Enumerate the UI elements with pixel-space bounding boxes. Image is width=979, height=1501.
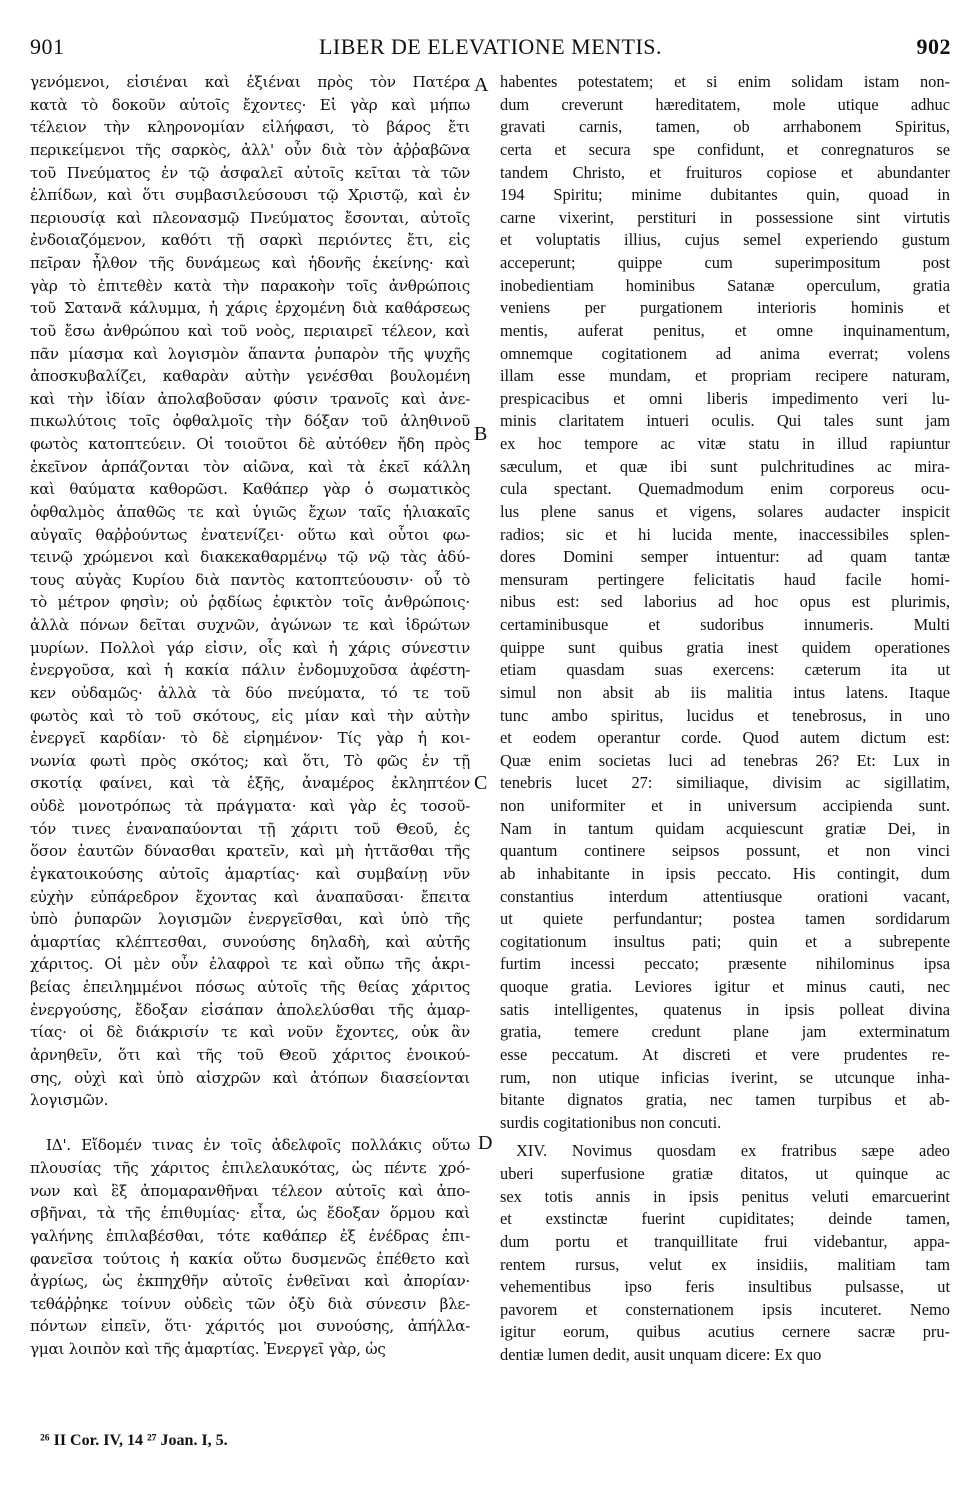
- text-line: inobedientiam hominibus Satanæ operculum, gratia: [500, 275, 950, 295]
- greek-text-column: [30, 71, 470, 1361]
- text-line: τέλειον τὴν κληρονομίαν εἰλήφασι, τὸ βάρος ἔτι: [30, 118, 470, 137]
- text-line: mentis, auferat penitus, et omne inquinamentum,: [500, 320, 950, 340]
- text-line: ΙΔ'. Εἴδομέν τινας ἐν τοῖς ἀδελφοῖς πολλάκις οὕτω: [46, 1136, 470, 1155]
- text-line: igitur eorum, quibus acutius cernere sacræ pru-: [500, 1322, 950, 1342]
- text-line: surdis cogitationibus non concuti.: [500, 1112, 722, 1132]
- text-line: νωνία φωτὶ πρὸς σκότος; καὶ ὅτι, Τὸ φῶς ἐν τῇ: [30, 751, 470, 770]
- text-line: quantum continere seipsos possunt, et non vinci: [500, 841, 950, 861]
- footnotes: ²⁶ II Cor. IV, 14 ²⁷ Joan. I, 5.: [40, 1432, 228, 1449]
- text-line: εὐχὴν εὐπάρεδρον ἔχοντας καὶ ἀναπαῦσαι· ἔπειτα: [30, 887, 470, 906]
- text-line: ἐνεργεῖ καρδίαν· τὸ δὲ εἰρημένον· Τίς γὰρ ἡ κοι-: [30, 729, 470, 748]
- paragraph-gap: [30, 1112, 470, 1135]
- text-line: et voluptatis illius, cujus semel experiendo gustum: [500, 230, 950, 250]
- text-line: Quæ enim societas luci ad tenebras 26? Et: Lux in: [500, 750, 950, 770]
- text-line: σης, οὐχὶ καὶ ὑπὸ αἰσχρῶν καὶ ἀτόπων διασείονται: [30, 1068, 470, 1087]
- text-line: cogitationum insultus pati; quin et a subrepente: [500, 931, 950, 951]
- text-line: veniens per purgationem interioris hominis et: [500, 298, 950, 318]
- text-line: καὶ θαύματα καθορῶσι. Καθάπερ γὰρ ὁ σωματικὸς: [30, 480, 470, 499]
- text-line: nibus est: sed laborius ad hoc opus est plurimis,: [500, 592, 950, 612]
- text-line: minis claritatem intueri oculis. Qui tales sunt jam: [500, 411, 950, 431]
- text-line: ἐνεργούσης, ἔδοξαν εἰσάπαν ἀπολελύσθαι τῆς ἁμαρ-: [30, 1000, 470, 1019]
- text-line: ἐνδοιαζόμενον, καθότι τῇ σαρκὶ περιόντες ἔτι, εἰς: [30, 231, 470, 250]
- text-line: ut quiete perfundantur; postea tamen sordidarum: [500, 909, 950, 929]
- text-line: γὰρ τὸ ἐπιτεθὲν κατὰ τὴν παρακοὴν τοῖς ἀνθρώποις: [30, 276, 470, 295]
- text-line: κατὰ τὸ δοκοῦν αὐτοῖς ἔχοντες· Εἰ γὰρ καὶ μήπω: [30, 95, 470, 114]
- text-line: βείας ἐπειλημμένοι πόσως αὐτοῖς τῆς θείας χάριτος: [30, 978, 470, 996]
- text-line: cula spectant. Quemadmodum enim corporeus ocu-: [500, 479, 950, 499]
- text-line: constantius interdum attentiusque orationi vacant,: [500, 886, 950, 906]
- text-line: sæculum, et quæ ibi sunt pulchritudines ac mira-: [500, 456, 950, 476]
- text-line: ἐγκατοικούσης αὐτοῖς ἁμαρτίας· καὶ συμβαίνῃ νῦν: [30, 864, 470, 883]
- text-line: τοῦ ἔσω ἀνθρώπου καὶ τοῦ νοὸς, περιαιρεῖ τέλεον, καὶ: [30, 321, 470, 340]
- running-title: LIBER DE ELEVATIONE MENTIS.: [318, 34, 663, 59]
- text-line: φανεῖσα τούτοις ἡ κακία οὕτω δυσμενῶς ἐπέθετο καὶ: [30, 1249, 470, 1268]
- text-line: acceperunt; quippe cum superimpositum post: [500, 253, 950, 272]
- text-line: αὐγαῖς θαῤῥούντως ἐνατενίζει· οὕτω καὶ οὗτοι φω-: [30, 525, 470, 544]
- text-line: μυρίων. Πολλοὶ γάρ εἰσιν, οἷς καὶ ἡ χάρις σύνεστιν: [30, 638, 470, 657]
- text-line: certa et secura spe confidunt, et conregnaturos se: [500, 139, 950, 159]
- text-line: gravati carnis, tamen, ob arrhabonem Spiritus,: [500, 117, 950, 137]
- text-line: bitante dignatos gratia, nec tamen turpibus et ab-: [500, 1090, 950, 1110]
- text-line: etiam quasdam suas exercens: cæterum ita ut: [500, 660, 950, 680]
- text-line: τοῦ Σατανᾶ κάλυμμα, ἡ χάρις ἐρχομένη διὰ καθάρσεως: [30, 299, 470, 318]
- page-number-left: 901: [30, 34, 65, 59]
- text-line: κεν οὐδαμῶς· ἀλλὰ τὰ δύο πνεύματα, τό τε τοῦ: [30, 683, 470, 702]
- text-line: illam esse mundam, et propriam recipere naturam,: [500, 366, 950, 386]
- text-line: οὐδὲ μονοτρόπως τὰ πράγματα· καὶ γὰρ ἐς τοσοῦ-: [30, 797, 470, 815]
- text-line: καὶ τὴν ἰδίαν ἀπολαβοῦσαν φύσιν τρανοῖς καὶ ἀνε-: [30, 389, 470, 408]
- text-line: lus plene sanus et vigens, solares audacter inspicit: [500, 501, 950, 521]
- text-line: esse peccatum. At discreti et vere prudentes re-: [500, 1044, 950, 1064]
- text-line: νων καὶ ἓξ ἀπομαρανθῆναι τέλεον αὐτοῖς καὶ ἀπο-: [30, 1181, 470, 1200]
- text-line: τεινῷ χρώμενοι καὶ διακεκαθαρμένῳ τῷ νῷ τὰς ἀδύ-: [30, 548, 470, 567]
- text-line: φωτὸς κατοπτεύειν. Οἱ τοιοῦτοι δὲ αὐτόθεν ἤδη πρὸς: [30, 435, 470, 453]
- text-line: rentem rursus, velut ex insidiis, malitiam tam: [500, 1254, 950, 1274]
- text-line: tandem Christo, et fruituros copiose et abundanter: [500, 162, 950, 182]
- text-line: ὅσον ἑαυτῶν δύνασθαι κρατεῖν, καὶ μὴ ἡττᾶσθαι τῆς: [30, 842, 470, 861]
- text-line: γμαι λοιπὸν καὶ τῆς ἁμαρτίας. Ἐνεργεῖ γὰρ, ὡς: [30, 1340, 386, 1358]
- text-line: πᾶν μίασμα καὶ λογισμὸν ἅπαντα ῥυπαρὸν τῆς ψυχῆς: [30, 344, 470, 363]
- text-line: XIV. Novimus quosdam ex fratribus sæpe adeo: [516, 1141, 950, 1161]
- text-line: et exstinctæ fuerint cupiditates; deinde tamen,: [500, 1209, 950, 1229]
- latin-text-column: [500, 71, 950, 1367]
- text-line: uberi superfusione gratiæ ditatos, ut quinque ac: [500, 1164, 950, 1183]
- text-line: mensuram pertingere felicitatis haud facile homi-: [500, 569, 950, 589]
- text-line: simul non absit ab iis malitia intus latens. Itaque: [500, 682, 950, 702]
- text-line: ἐνεργοῦσα, καὶ ἡ κακία πάλιν ἐνδομυχοῦσα ἀφέστη-: [30, 661, 470, 680]
- text-line: ἐλπίδων, καὶ ὅτι συμβασιλεύσουσι τῷ Χριστῷ, καὶ ἐν: [30, 186, 470, 205]
- text-line: τους αὐγὰς Κυρίου διὰ παντὸς κατοπτεύουσιν· οὗ τὸ: [30, 570, 470, 589]
- text-line: πλουσίας τῆς χάριτος ἐπιλελαυκότας, ὡς πέντε χρό-: [30, 1159, 470, 1177]
- text-line: rum, non utique inficias iverint, se utcunque inha-: [500, 1067, 950, 1087]
- text-line: σκοτίᾳ φαίνει, καὶ τὰ ἑξῆς, ἀναμέρος ἐκληπτέον: [30, 774, 470, 793]
- text-line: furtim incessi peccato; præsente nihilominus ipsa: [500, 954, 950, 974]
- text-line: pavorem et consternationem ipsis incuteret. Nemo: [500, 1299, 950, 1319]
- text-line: τεθάῤῥηκε τοίνυν οὐδεὶς τῶν ὀξὺ διὰ σύνεσιν βλε-: [30, 1294, 470, 1313]
- text-line: ἐκεῖνον ἁρπάζονται τὸν αἰῶνα, καὶ τὰ ἐκεῖ κάλλη: [30, 457, 470, 476]
- text-line: γενόμενοι, εἰσιέναι καὶ ἐξιέναι πρὸς τὸν Πατέρα: [30, 73, 470, 91]
- text-line: radios; sic et hi lucida mente, inaccessibiles splen-: [500, 524, 950, 544]
- text-line: ἀποσκυβαλίζει, καθαρὰν αὐτὴν γενέσθαι βουλομένη: [30, 367, 470, 386]
- text-line: dum portu et tranquillitate frui videbantur, appa-: [500, 1231, 950, 1251]
- text-line: πεῖραν ἦλθον τῆς δυνάμεως καὶ ἡδονῆς ἐκείνης· καὶ: [30, 254, 470, 272]
- text-line: tunc ambo spiritus, lucidus et tenebrosus, in uno: [500, 705, 950, 725]
- text-line: ab inhabitante in ipsis peccato. His contingit, dum: [500, 863, 950, 883]
- margin-marker-b: B: [474, 423, 488, 445]
- page-number-right: 902: [916, 34, 951, 59]
- text-line: φωτὸς καὶ τὸ τοῦ σκότους, εἰς μίαν καὶ τὴν αὐτὴν: [30, 706, 470, 725]
- text-line: λογισμῶν.: [30, 1091, 109, 1110]
- text-line: quoque gratia. Leviores igitur et minus cauti, nec: [500, 977, 950, 996]
- text-line: ἀρνηθεῖν, ὅτι καὶ τῆς τοῦ Θεοῦ χάριτος ἐνοικού-: [30, 1045, 470, 1064]
- text-line: τίας· οἱ δὲ διάκρισίν τε καὶ νοῦν ἔχοντες, οὐκ ἂν: [30, 1023, 470, 1042]
- margin-marker-c: C: [474, 772, 488, 794]
- text-line: carne vixerint, perstituri in possessione sint virtutis: [500, 207, 950, 227]
- text-line: dum creverunt hæreditatem, mole utique adhuc: [500, 94, 950, 114]
- text-line: περιουσίᾳ καὶ πλεονασμῷ Πνεύματος ἔσονται, αὐτοῖς: [30, 208, 470, 227]
- text-line: quippe sunt quibus gratia inest quidem operationes: [500, 637, 950, 657]
- margin-marker-a: A: [474, 74, 489, 96]
- text-line: prespicacibus et omni liberis impedimento veri lu-: [500, 388, 950, 408]
- text-line: περικείμενοι τῆς σαρκὸς, ἀλλ' οὖν διὰ τὸν ἀῤῥαβῶνα: [30, 140, 470, 159]
- text-line: habentes potestatem; et si enim solidam istam non-: [500, 72, 950, 91]
- text-line: tenebris lucet 27: similiaque, divisim ac sigillatim,: [500, 773, 950, 793]
- text-line: certaminibusque et sudoribus innumeris. Multi: [500, 615, 950, 634]
- text-line: ἁμαρτίας κλέπτεσθαι, συνούσης δηλαδὴ, καὶ αὐτῆς: [30, 932, 470, 951]
- text-line: 194 Spiritu; minime dubitantes quin, quoad in: [500, 185, 950, 205]
- text-line: τὸ μέτρον φησὶν; οὐ ῥᾳδίως ἐφικτὸν τοῖς ἀνθρώποις·: [30, 593, 470, 612]
- margin-marker-d: D: [478, 1132, 493, 1154]
- text-line: τοῦ Πνεύματος ἐν τῷ ἀσφαλεῖ αὐτοῖς κεῖται τὰ τῶν: [30, 163, 470, 182]
- text-line: dentiæ lumen dedit, ausit unquam dicere: Ex quo: [500, 1345, 822, 1364]
- text-line: ἀλλὰ πόνων δεῖται συχνῶν, ἀγώνων τε καὶ ἱδρώτων: [30, 616, 470, 634]
- text-line: dores Domini semper intuentur: ad quam tantæ: [500, 547, 950, 567]
- text-line: ὀφθαλμὸς ἀπαθῶς τε καὶ ὑγιῶς ἔχων ταῖς ἡλιακαῖς: [30, 502, 470, 521]
- text-line: τόν τινες ἐναναπαύονται τῇ χάριτι τοῦ Θεοῦ, ἐς: [30, 819, 470, 838]
- text-line: Nam in tantum quidam acquiescunt gratiæ Dei, in: [500, 818, 950, 838]
- text-line: gratia, temere credunt plane jam exterminatum: [500, 1022, 950, 1042]
- text-line: πικωλύτοις τοῖς ὀφθαλμοῖς τὴν δόξαν τοῦ ἀληθινοῦ: [30, 412, 470, 431]
- text-line: ὑπὸ ῥυπαρῶν λογισμῶν ἐνεργεῖσθαι, καὶ ὑπὸ τῆς: [30, 910, 470, 929]
- text-line: ἀγρίως, ὡς ἐκπηχθῆν αὐτοῖς ἐνθεῖναι καὶ ἀπορίαν·: [30, 1272, 470, 1291]
- text-line: χάριτος. Οἱ μὲν οὖν ἐλαφροὶ τε καὶ οὔπω τῆς ἀκρι-: [30, 955, 470, 974]
- text-line: sex totis annis in ipsis penitus veluti emarcuerint: [500, 1186, 950, 1206]
- text-line: et eodem operantur corde. Quod autem dictum est:: [500, 728, 950, 748]
- text-line: πόντων εἰπεῖν, ὅτι· χάριτός μοι συνούσης, ἀπήλλα-: [30, 1317, 470, 1336]
- text-line: vehementibus ipso feris insultibus pulsasse, ut: [500, 1277, 950, 1297]
- text-line: ex hoc tempore ac vitæ statu in illud rapiuntur: [500, 434, 950, 453]
- running-header: [30, 34, 951, 64]
- text-line: satis intelligentes, quatenus in ipsis polleat divina: [500, 999, 950, 1019]
- text-line: omnemque cogitationem ad anima everrat; volens: [500, 343, 950, 363]
- text-line: non uniformiter et in universum accipienda sunt.: [500, 796, 950, 815]
- text-line: σβῆναι, τὰ τῆς ἐπιθυμίας· εἶτα, ὡς ἔδοξαν ὅρμου καὶ: [30, 1204, 470, 1223]
- text-line: γαλήνης ἐπιλαβέσθαι, τότε καθάπερ ἐξ ἐνέδρας ἐπι-: [30, 1226, 470, 1245]
